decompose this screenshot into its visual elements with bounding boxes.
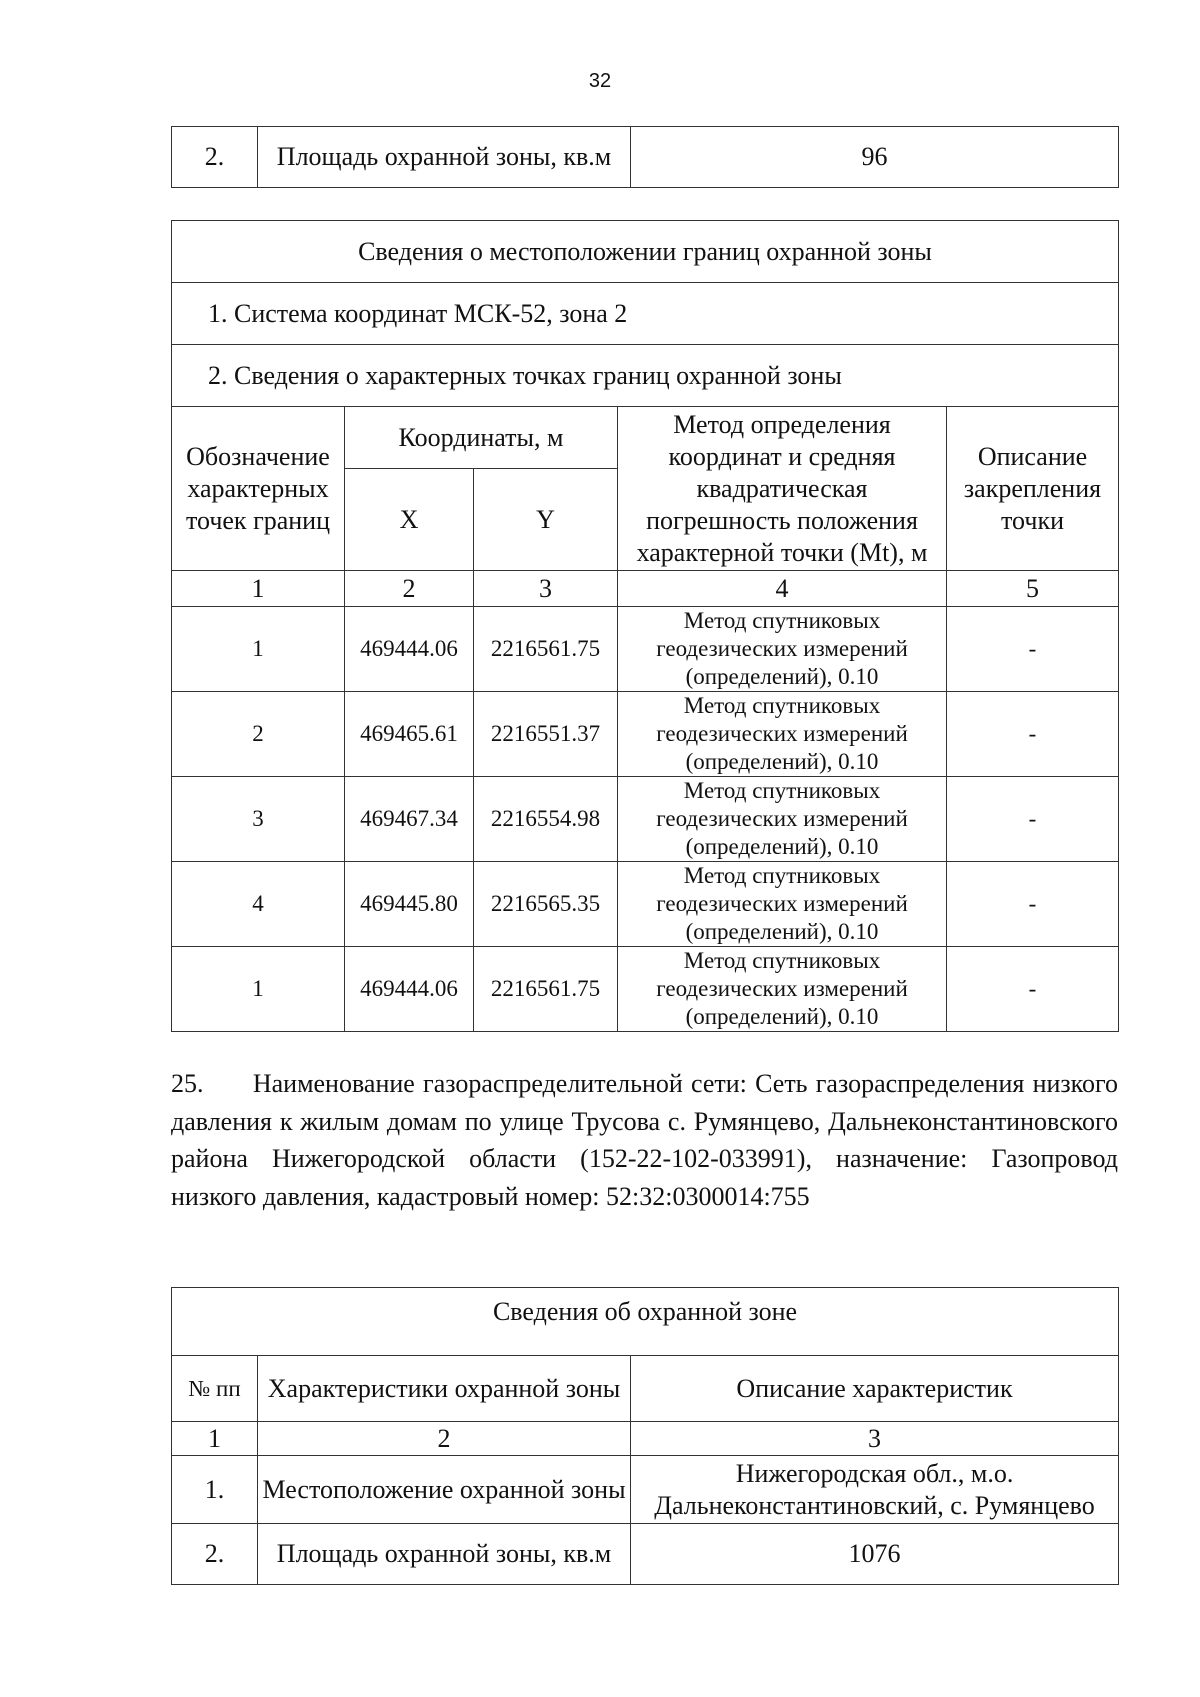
table-row [172, 777, 1119, 862]
point-description: - [947, 607, 1119, 692]
boundary-table [171, 220, 1119, 1032]
point-y: 2216554.98 [474, 777, 618, 862]
point-method: Метод спутниковых геодезических измерений (определений), 0.10 [618, 777, 947, 862]
point-x: 469465.61 [345, 692, 474, 777]
table-row [172, 862, 1119, 947]
point-description: - [947, 777, 1119, 862]
point-id: 3 [172, 777, 345, 862]
table-row [172, 1524, 1119, 1585]
header-description: Описание закрепления точки [947, 407, 1119, 571]
column-number: 4 [618, 571, 947, 607]
header-x: X [345, 469, 474, 571]
table-row [172, 607, 1119, 692]
zone-table [171, 1287, 1119, 1585]
point-method: Метод спутниковых геодезических измерений (определений), 0.10 [618, 947, 947, 1032]
column-number: 3 [631, 1422, 1119, 1456]
point-y: 2216561.75 [474, 947, 618, 1032]
row-number: 2. [172, 127, 258, 188]
point-id: 1 [172, 947, 345, 1032]
point-description: - [947, 862, 1119, 947]
column-numbers-row [172, 1422, 1119, 1456]
table-row [172, 947, 1119, 1032]
point-id: 1 [172, 607, 345, 692]
table-row [172, 692, 1119, 777]
row-number: 1. [172, 1456, 258, 1524]
row-number: 2. [172, 1524, 258, 1585]
header-number: № пп [172, 1356, 258, 1422]
point-method: Метод спутниковых геодезических измерений (определений), 0.10 [618, 862, 947, 947]
point-id: 4 [172, 862, 345, 947]
table-row [172, 1456, 1119, 1524]
column-number: 1 [172, 571, 345, 607]
point-x: 469444.06 [345, 947, 474, 1032]
header-characteristic-description: Описание характеристик [631, 1356, 1119, 1422]
network-description-text: 25. Наименование газораспределительной сети: Сеть газораспределения низкого давления к жилым домам по улице Трусова с. Румянцево, Дальнеконстантиновского района Нижегородской области (152-22-102-033991), назначение: Газопровод низкого давления, кадастровый номер: 52:32:0300014:755 [171, 1069, 1118, 1211]
point-x: 469467.34 [345, 777, 474, 862]
header-characteristic: Характеристики охранной зоны [258, 1356, 631, 1422]
column-numbers-row [172, 571, 1119, 607]
network-description [171, 1065, 1118, 1215]
point-description: - [947, 947, 1119, 1032]
header-designation: Обозначение характерных точек границ [172, 407, 345, 571]
point-y: 2216561.75 [474, 607, 618, 692]
page-number: 32 [588, 70, 612, 92]
point-y: 2216551.37 [474, 692, 618, 777]
boundary-table-title: Сведения о местоположении границ охранной зоны [172, 221, 1119, 283]
row-value: 96 [631, 127, 1119, 188]
table-row [172, 127, 1119, 188]
row-label: Площадь охранной зоны, кв.м [258, 1524, 631, 1585]
column-number: 2 [345, 571, 474, 607]
header-y: Y [474, 469, 618, 571]
point-x: 469445.80 [345, 862, 474, 947]
column-number: 5 [947, 571, 1119, 607]
area-table-top [171, 126, 1119, 188]
row-value: Нижегородская обл., м.о. Дальнеконстантиновский, с. Румянцево [631, 1456, 1119, 1524]
point-method: Метод спутниковых геодезических измерений (определений), 0.10 [618, 692, 947, 777]
point-y: 2216565.35 [474, 862, 618, 947]
point-method: Метод спутниковых геодезических измерений (определений), 0.10 [618, 607, 947, 692]
row-label: Площадь охранной зоны, кв.м [258, 127, 631, 188]
zone-table-title: Сведения об охранной зоне [172, 1288, 1119, 1356]
points-title: 2. Сведения о характерных точках границ охранной зоны [172, 345, 1119, 407]
column-number: 3 [474, 571, 618, 607]
point-id: 2 [172, 692, 345, 777]
point-x: 469444.06 [345, 607, 474, 692]
row-label: Местоположение охранной зоны [258, 1456, 631, 1524]
column-number: 1 [172, 1422, 258, 1456]
column-number: 2 [258, 1422, 631, 1456]
row-value: 1076 [631, 1524, 1119, 1585]
header-method: Метод определения координат и средняя квадратическая погрешность положения характерной точки (Mt), м [618, 407, 947, 571]
point-description: - [947, 692, 1119, 777]
coordinate-system: 1. Система координат МСК-52, зона 2 [172, 283, 1119, 345]
header-coordinates: Координаты, м [345, 407, 618, 469]
